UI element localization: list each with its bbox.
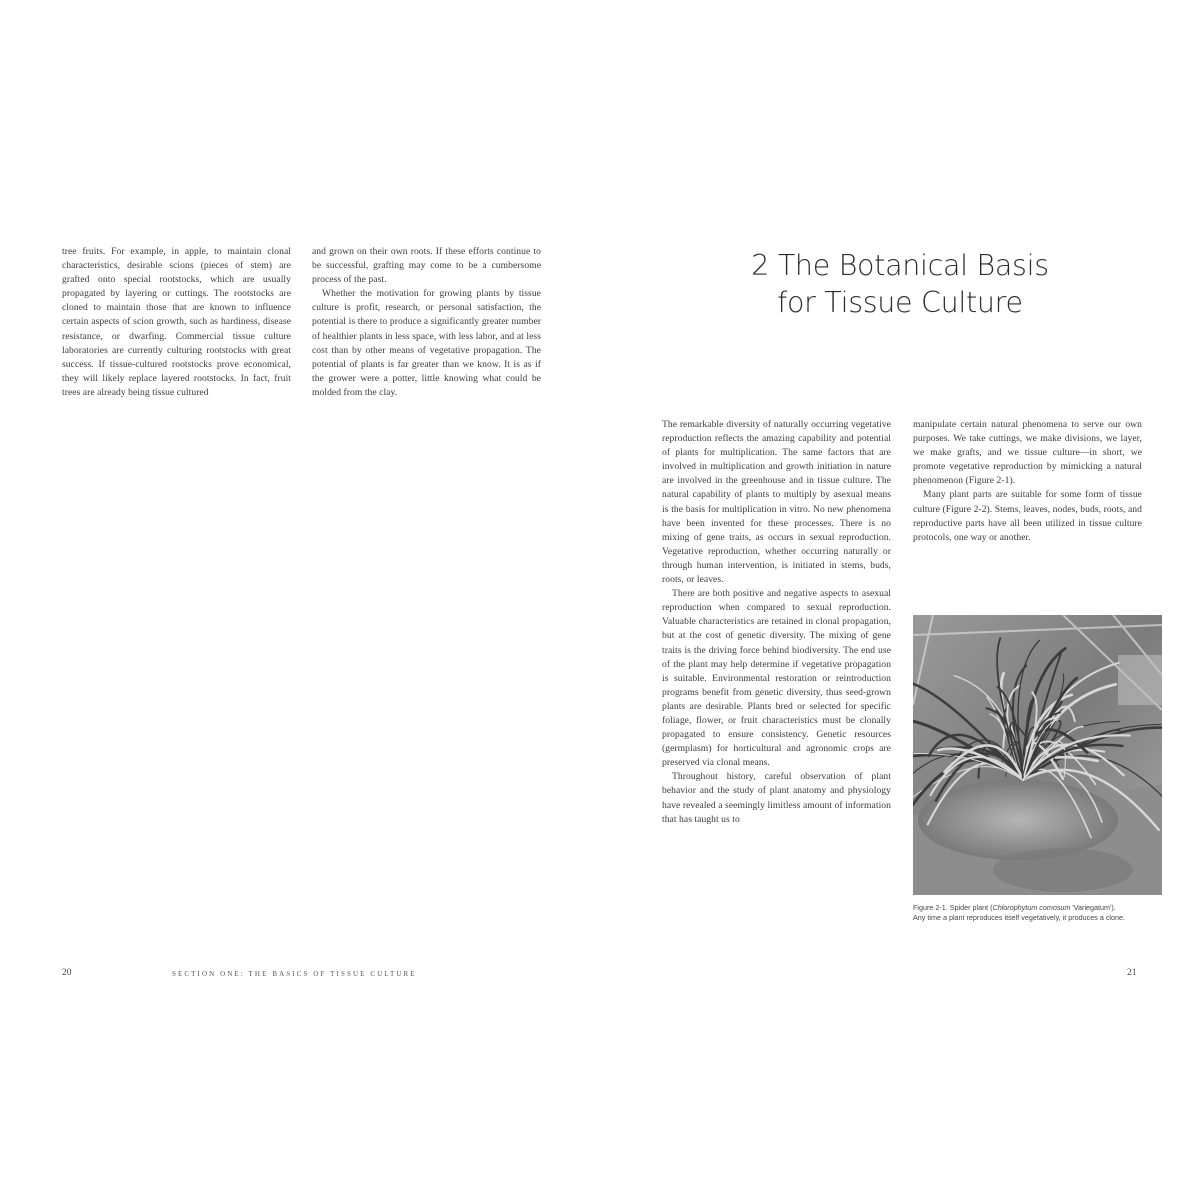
paragraph: tree fruits. For example, in apple, to maintain clonal characteristics, desirable scions (pieces of stem) are grafted onto special rootstocks, which are usually propagated by layering or cuttings. The rootstocks are cloned to maintain those that are known to influence certain aspects of scion growth, such as hardiness, disease resistance, or dwarfing. Commercial tissue culture laboratories are currently culturing rootstocks with great success. If tissue-cultured rootstocks prove economical, they will likely replace layered rootstocks. In fact, fruit trees are already being tissue cultured <box>62 246 291 398</box>
running-head: SECTION ONE: THE BASICS OF TISSUE CULTURE <box>172 970 417 978</box>
page-number-right: 21 <box>1127 967 1137 978</box>
paragraph: Throughout history, careful observation of plant behavior and the study of plant anatomy and physiology have revealed a seemingly limitless amount of information that has taught us to <box>662 771 891 825</box>
caption-text-cont: 'Variegatum'). Any time a plant reproduces itself vegetatively, it produces a clone. <box>913 903 1126 923</box>
left-page-column-2 <box>312 245 541 400</box>
right-page-column-1 <box>662 418 891 827</box>
caption-species: Chlorophytum comosum <box>992 903 1071 912</box>
spider-plant-photo <box>913 615 1162 895</box>
page-number-left: 20 <box>62 967 72 978</box>
chapter-title-line-1: 2 The Botanical Basis <box>751 249 1049 282</box>
chapter-title <box>700 247 1100 321</box>
paragraph: Whether the motivation for growing plants by tissue culture is profit, research, or personal satisfaction, the potential is there to produce a significantly greater number of healthier plants in less space, with less labor, and at less cost than by other means of vegetative propagation. The potential of plants is far greater than we know. It is as if the grower were a potter, little knowing what could be molded from the clay. <box>312 288 541 398</box>
paragraph: There are both positive and negative aspects to asexual reproduction when compared to sexual reproduction. Valuable characteristics are retained in clonal propagation, but at the cost of genetic diversity. The mixing of gene traits is the driving force behind biodiversity. The end use of the plant may help determine if vegetative propagation is suitable. Environmental restoration or reintroduction programs benefit from genetic diversity, thus seed-grown plants are desirable. Plants bred or selected for specific foliage, flower, or fruit characteristics must be clonally propagated to ensure consistency. Genetic resources (germplasm) for horticultural and agronomic crops are preserved via clonal means. <box>662 588 891 769</box>
left-page-column-1 <box>62 245 291 400</box>
paragraph: manipulate certain natural phenomena to serve our own purposes. We take cuttings, we make divisions, we layer, we make grafts, and we tissue culture—in short, we promote vegetative reproduction by mimicking a natural phenomenon (Figure 2-1). <box>913 419 1142 487</box>
paragraph: The remarkable diversity of naturally occurring vegetative reproduction reflects the amazing capability and potential of plants for multiplication. The same factors that are involved in multiplication and growth initiation in nature are involved in the greenhouse and in tissue culture. The natural capability of plants to multiply by asexual means is the basis for multiplication in vitro. No new phenomena have been invented for these processes. There is no mixing of gene traits, as occurs in sexual reproduction. Vegetative reproduction, whether occurring naturally or through human intervention, is initiated in stems, buds, roots, or leaves. <box>662 419 891 586</box>
paragraph: and grown on their own roots. If these efforts continue to be successful, grafting may come to be a cumbersome process of the past. <box>312 246 541 286</box>
caption-text: Figure 2-1. Spider plant ( <box>913 903 993 912</box>
figure-caption <box>913 903 1128 924</box>
right-page-column-2 <box>913 418 1142 545</box>
chapter-title-line-2: for Tissue Culture <box>777 286 1023 319</box>
paragraph: Many plant parts are suitable for some form of tissue culture (Figure 2-2). Stems, leaves, nodes, buds, roots, and reproductive parts have all been utilized in tissue culture protocols, one way or another. <box>913 489 1142 543</box>
